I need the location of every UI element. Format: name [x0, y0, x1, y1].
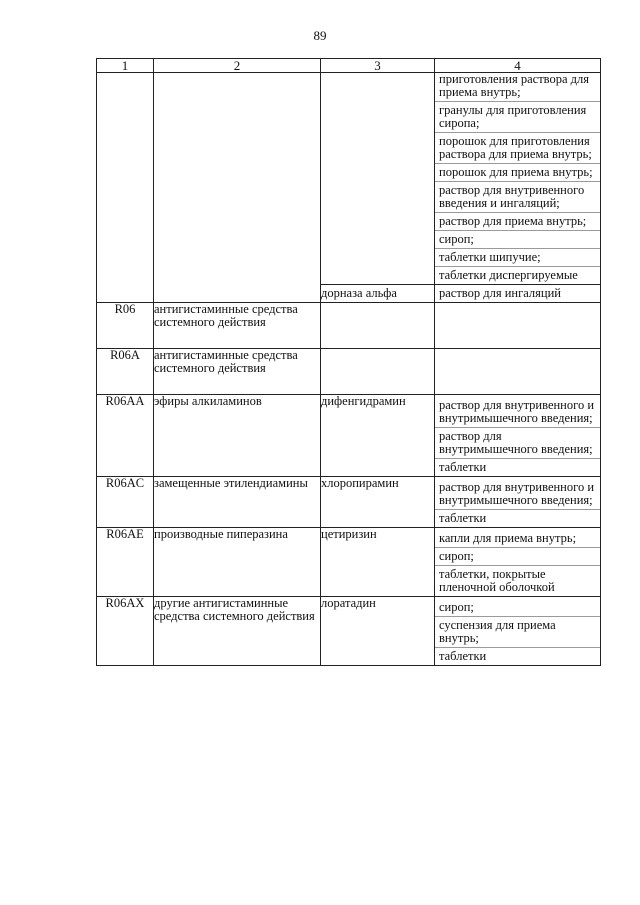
page-number: 89 [313, 28, 327, 43]
dosage-form: таблетки шипучие; [435, 248, 600, 266]
dosage-forms-cell [435, 285, 601, 303]
inn-cell [321, 303, 435, 349]
atc-code-cell [97, 73, 154, 303]
group-cell: другие антигистаминные средства системного действия [154, 597, 321, 666]
inn-cell: дорназа альфа [321, 285, 435, 303]
dosage-form: таблетки [435, 509, 600, 527]
inn-cell: цетиризин [321, 528, 435, 597]
atc-code-cell: R06AA [97, 395, 154, 477]
dosage-form: порошок для приема внутрь; [435, 163, 600, 181]
column-header: 4 [435, 59, 601, 73]
dosage-forms-cell [435, 477, 601, 528]
table-row [97, 477, 601, 528]
group-cell: производные пиперазина [154, 528, 321, 597]
dosage-form: раствор для внутримышечного введения; [435, 427, 600, 458]
dosage-form: таблетки, покрытые пленочной оболочкой [435, 565, 600, 596]
dosage-form: раствор для внутривенного и внутримышечного введения; [439, 398, 595, 425]
table-row [97, 349, 601, 395]
dosage-form: сироп; [435, 230, 600, 248]
column-header: 2 [154, 59, 321, 73]
column-header: 3 [321, 59, 435, 73]
atc-code-cell: R06AE [97, 528, 154, 597]
dosage-form: сироп; [435, 547, 600, 565]
dosage-form: таблетки диспергируемые [435, 266, 600, 284]
dosage-forms-cell [435, 303, 601, 349]
dosage-forms-cell [435, 73, 601, 285]
group-cell: антигистаминные средства системного действия [154, 349, 321, 395]
group-cell [154, 73, 321, 303]
dosage-form: таблетки [435, 458, 600, 476]
dosage-form: гранулы для приготовления сиропа; [435, 101, 600, 132]
drug-table [96, 58, 601, 666]
dosage-form: раствор для ингаляций [439, 286, 561, 300]
table-row [97, 395, 601, 477]
dosage-forms-cell [435, 349, 601, 395]
dosage-form: таблетки [435, 647, 600, 665]
dosage-forms-cell [435, 528, 601, 597]
group-cell: замещенные этилендиамины [154, 477, 321, 528]
inn-cell: хлоропирамин [321, 477, 435, 528]
dosage-form: приготовления раствора для приема внутрь; [439, 72, 589, 99]
dosage-forms-cell [435, 395, 601, 477]
group-cell: антигистаминные средства системного действия [154, 303, 321, 349]
inn-cell: лоратадин [321, 597, 435, 666]
table-header-row [97, 59, 601, 73]
atc-code-cell: R06A [97, 349, 154, 395]
table-row [97, 597, 601, 666]
dosage-form: сироп; [439, 600, 474, 614]
inn-cell: дифенгидрамин [321, 395, 435, 477]
table-row [97, 73, 601, 285]
dosage-forms-cell [435, 597, 601, 666]
atc-code-cell: R06 [97, 303, 154, 349]
dosage-form: суспензия для приема внутрь; [435, 616, 600, 647]
table-row [97, 303, 601, 349]
inn-cell [321, 349, 435, 395]
inn-cell [321, 73, 435, 285]
dosage-form: капли для приема внутрь; [439, 531, 577, 545]
dosage-form: порошок для приготовления раствора для приема внутрь; [435, 132, 600, 163]
atc-code-cell: R06AC [97, 477, 154, 528]
group-cell: эфиры алкиламинов [154, 395, 321, 477]
table-row [97, 528, 601, 597]
column-header: 1 [97, 59, 154, 73]
dosage-form: раствор для приема внутрь; [435, 212, 600, 230]
dosage-form: раствор для внутривенного введения и ингаляций; [435, 181, 600, 212]
atc-code-cell: R06AX [97, 597, 154, 666]
dosage-form: раствор для внутривенного и внутримышечного введения; [439, 480, 595, 507]
